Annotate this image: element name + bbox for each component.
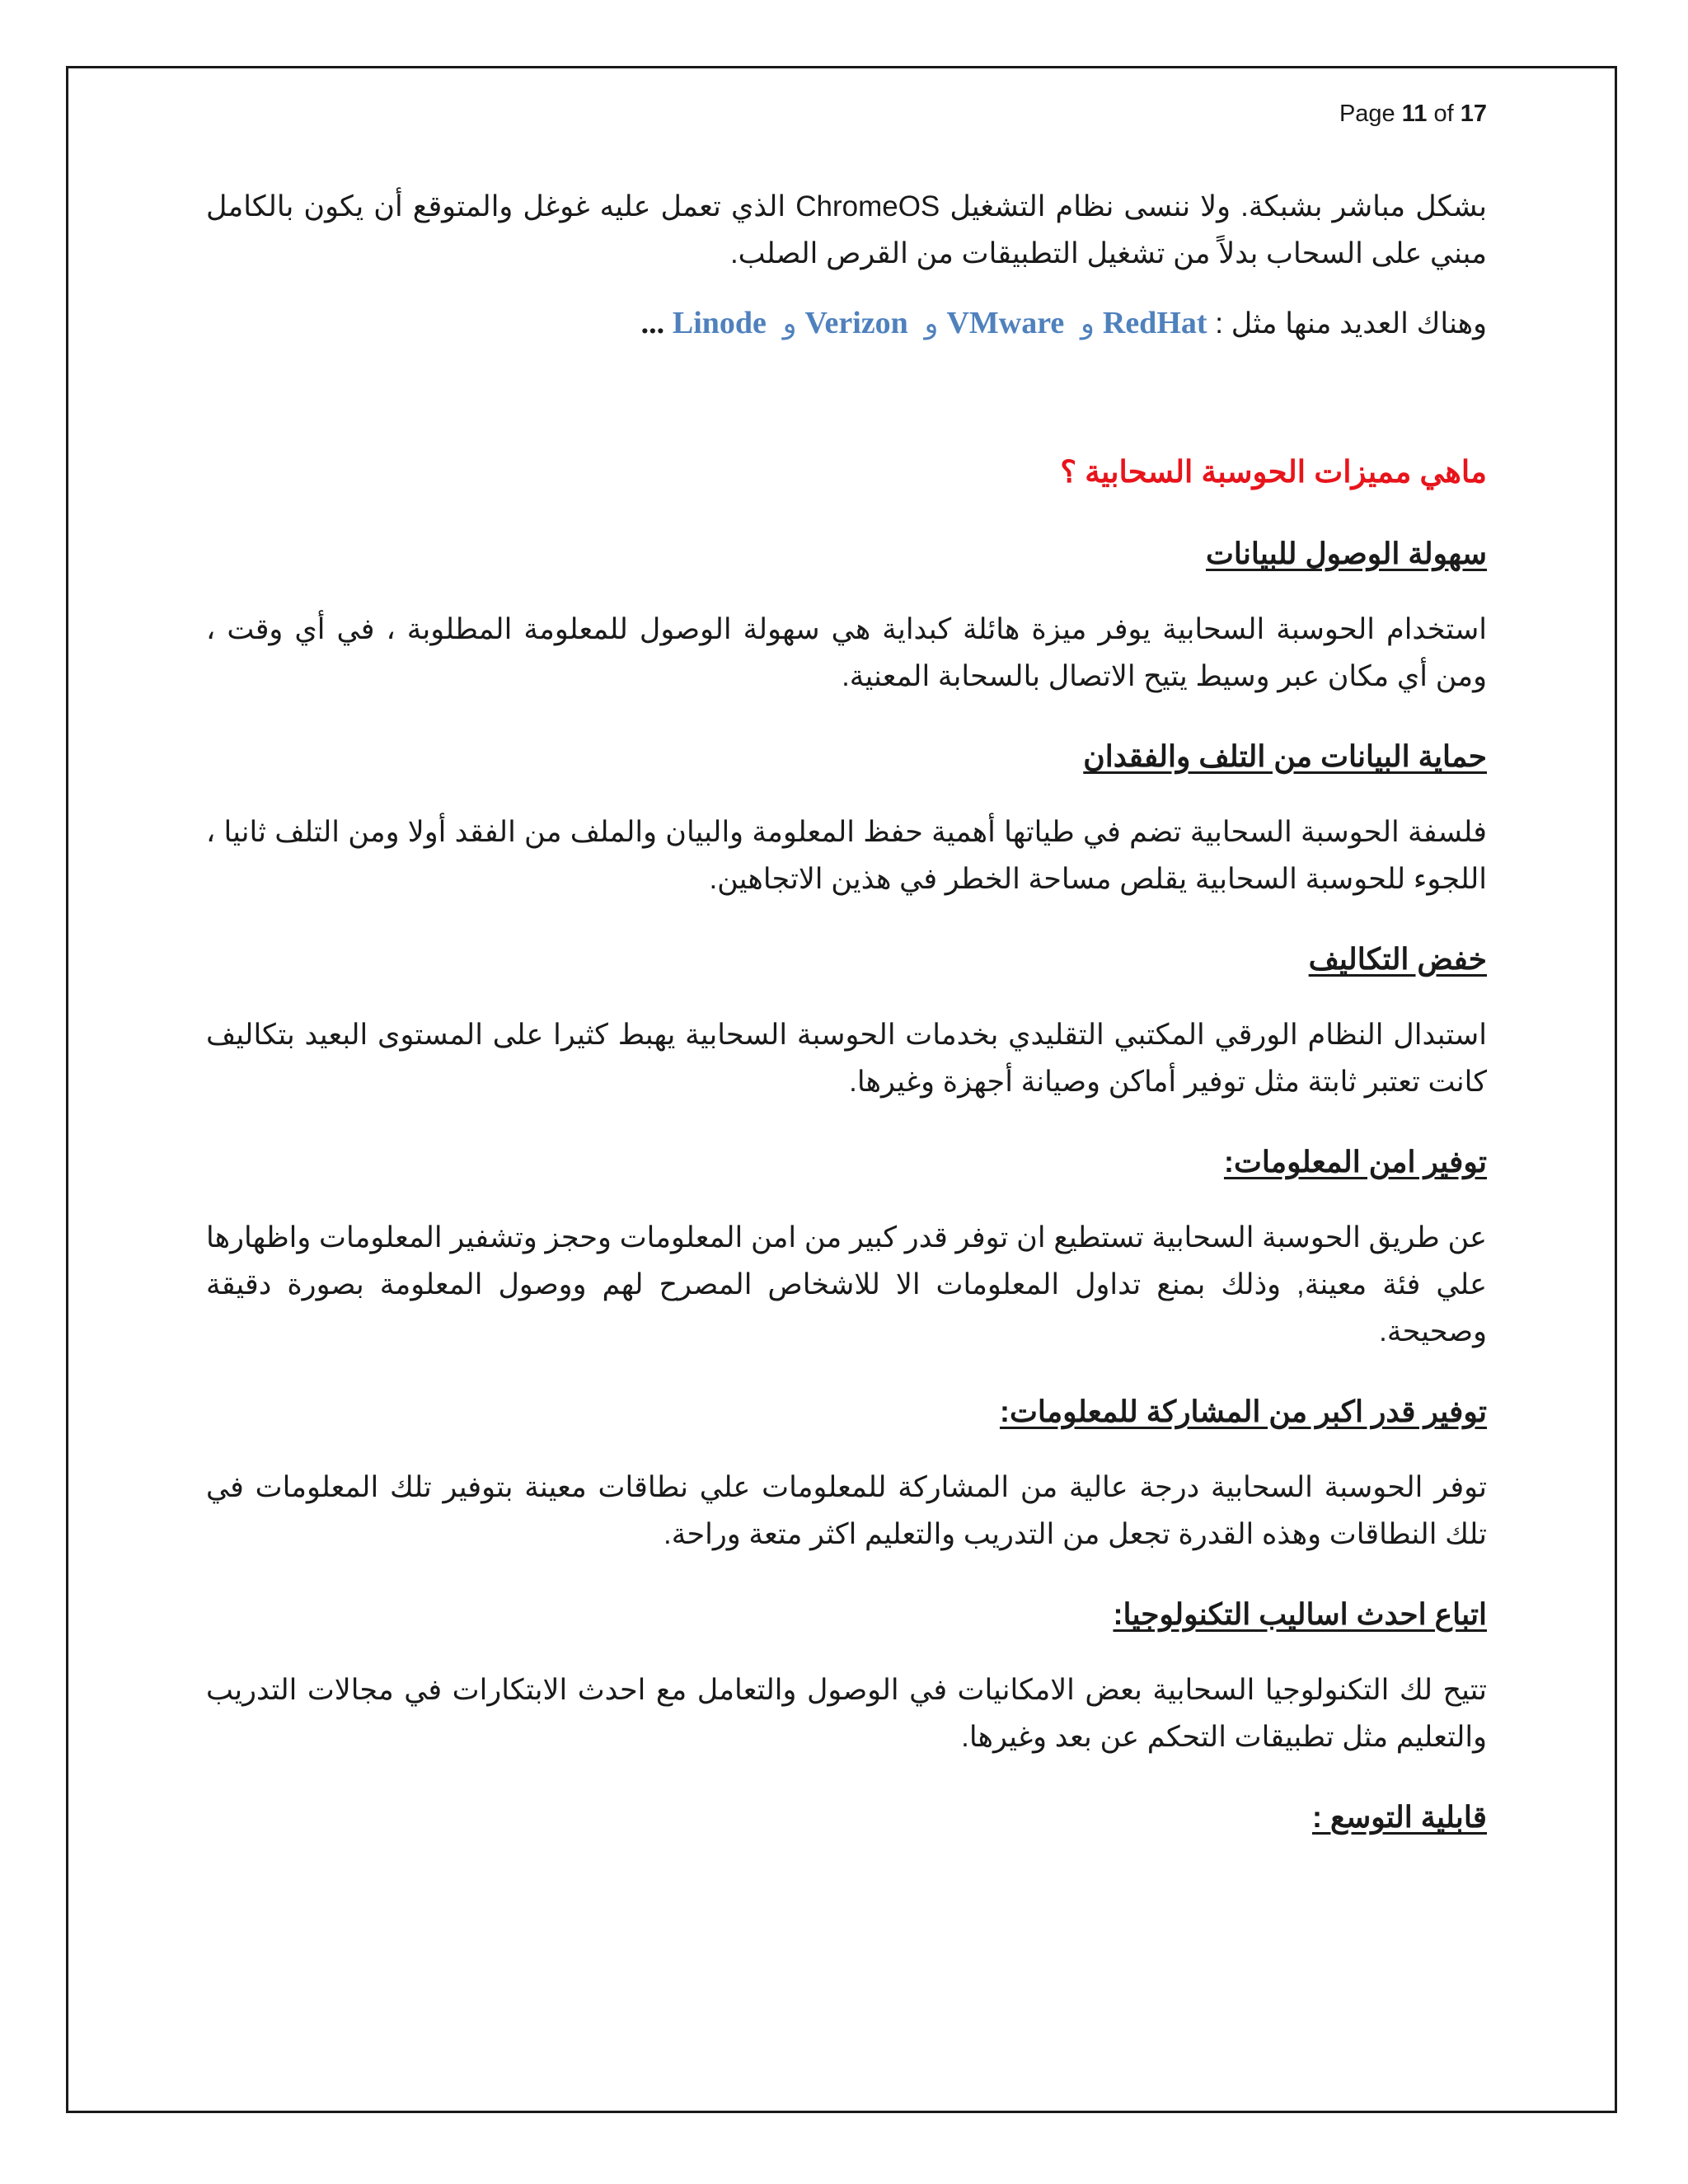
feature-heading-access: سهولة الوصول للبيانات: [1206, 537, 1487, 570]
example-linode: Linode: [672, 306, 767, 340]
page-number-prefix: Page: [1339, 101, 1395, 127]
feature-body-technology: تتيح لك التكنولوجيا السحابية بعض الامكانيات في الوصول والتعامل مع احدث الابتكارات في مجالات التدريب والتعليم مثل تطبيقات التحكم عن بعد وغيرها.: [206, 1674, 1487, 1753]
feature-body-security: عن طريق الحوسبة السحابية تستطيع ان توفر قدر كبير من امن المعلومات وحجز وتشفير المعلومات واظهارها علي فئة معينة, وذلك بمنع تداول المعلومات الا للاشخاص المصرح لهم ووصول المعلومة بصورة دقيقة وصحيحة.: [206, 1221, 1487, 1347]
page-number: [1339, 101, 1487, 128]
example-verizon: Verizon: [804, 306, 908, 340]
feature-heading-scalability: قابلية التوسع :: [1311, 1800, 1487, 1834]
feature-body-sharing: توفر الحوسبة السحابية درجة عالية من المشاركة للمعلومات علي نطاقات معينة بتوفير تلك المعلومات في تلك النطاقات وهذه القدرة تجعل من التدريب والتعليم اكثر متعة وراحة.: [206, 1471, 1487, 1550]
connector-2: و: [924, 307, 939, 340]
connector-1: و: [1080, 307, 1095, 340]
examples-ellipsis: ...: [640, 306, 665, 340]
feature-body-access: استخدام الحوسبة السحابية يوفر ميزة هائلة كبداية هي سهولة الوصول للمعلومة المطلوبة ، في أي وقت ، ومن أي مكان عبر وسيط يتيح الاتصال بالسحابة المعنية.: [206, 613, 1487, 692]
feature-heading-costs: خفض التكاليف: [1308, 942, 1487, 976]
page-number-current: 11: [1401, 101, 1428, 127]
feature-heading-protection: حماية البيانات من التلف والفقدان: [1083, 739, 1487, 773]
example-vmware: VMware: [946, 306, 1065, 340]
page-number-total: 17: [1460, 101, 1487, 127]
connector-3: و: [782, 307, 797, 340]
example-redhat: RedHat: [1102, 306, 1207, 340]
feature-heading-sharing: توفير قدر اكبر من المشاركة للمعلومات:: [999, 1394, 1487, 1428]
feature-body-costs: استبدال النظام الورقي المكتبي التقليدي بخدمات الحوسبة السحابية يهبط كثيرا على المستوى البعيد بتكاليف كانت تعتبر ثابتة مثل توفير أماكن وصيانة أجهزة وغيرها.: [206, 1019, 1487, 1098]
examples-label: وهناك العديد منها مثل :: [1215, 307, 1487, 340]
intro-paragraph: بشكل مباشر بشبكة. ولا ننسى نظام التشغيل ChromeOS الذي تعمل عليه غوغل والمتوقع أن يكون بالكامل مبني على السحاب بدلاً من تشغيل التطبيقات من القرص الصلب.: [206, 190, 1488, 269]
section-title: ماهي مميزات الحوسبة السحابية ؟: [1060, 455, 1487, 489]
feature-heading-security: توفير امن المعلومات:: [1223, 1145, 1487, 1179]
page-number-of: of: [1433, 101, 1454, 127]
examples-line: [206, 300, 1487, 347]
feature-body-protection: فلسفة الحوسبة السحابية تضم في طياتها أهمية حفظ المعلومة والبيان والملف من الفقد أولا ومن التلف ثانيا ، اللجوء للحوسبة السحابية يقلص مساحة الخطر في هذين الاتجاهين.: [206, 816, 1487, 895]
feature-heading-technology: اتباع احدث اساليب التكنولوجيا:: [1113, 1597, 1487, 1631]
document-body: [206, 183, 1487, 1841]
